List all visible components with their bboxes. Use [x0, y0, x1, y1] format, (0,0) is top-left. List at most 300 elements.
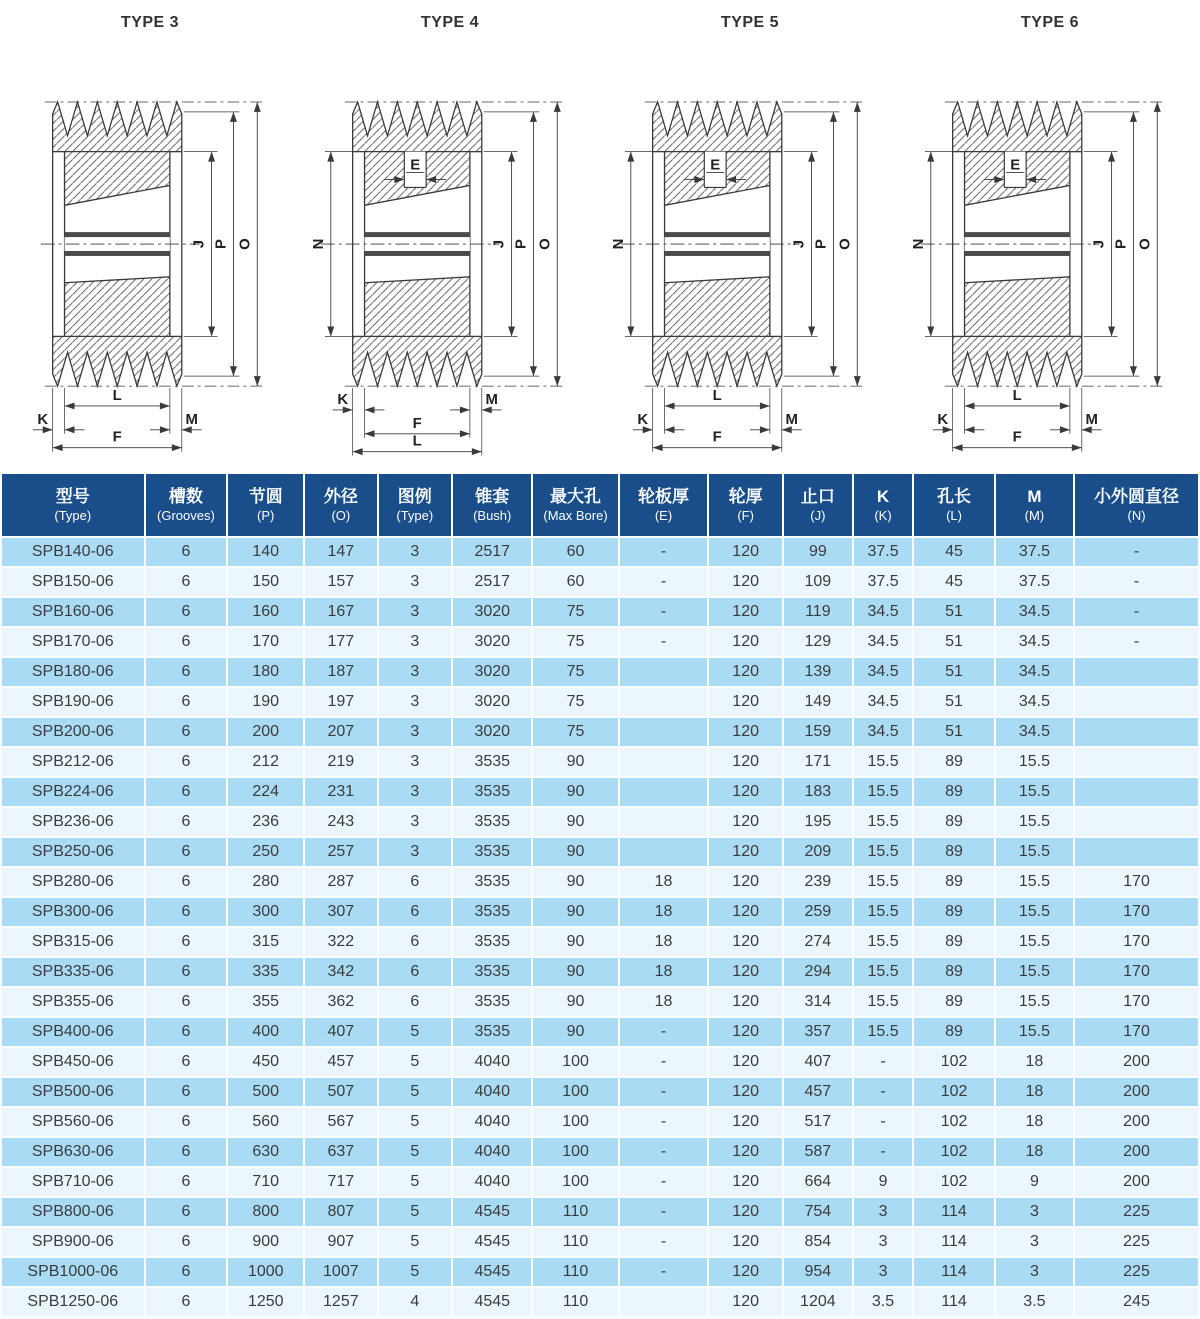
cell: 177 [305, 628, 376, 656]
cell: SPB630-06 [2, 1138, 144, 1166]
cell: - [1075, 568, 1198, 596]
cell: - [620, 538, 708, 566]
cell: 3535 [453, 898, 531, 926]
column-header-11 [914, 474, 994, 536]
cell: 157 [305, 568, 376, 596]
cell: - [620, 1108, 708, 1136]
table-row [2, 808, 1198, 836]
cell: 6 [146, 718, 227, 746]
cell: 362 [305, 988, 376, 1016]
cell: 243 [305, 808, 376, 836]
pulley-diagram-type-5 [601, 36, 899, 462]
pulley-diagram-type-6 [901, 36, 1199, 462]
cell: 100 [533, 1138, 617, 1166]
cell: 3 [379, 718, 452, 746]
cell [1075, 658, 1198, 686]
column-header-8 [709, 474, 782, 536]
cell: 100 [533, 1168, 617, 1196]
column-header-0 [2, 474, 144, 536]
cell: 900 [228, 1228, 303, 1256]
cell: SPB170-06 [2, 628, 144, 656]
cell [620, 808, 708, 836]
cell: 34.5 [854, 598, 912, 626]
cell: 120 [709, 568, 782, 596]
cell: 6 [146, 1288, 227, 1316]
cell: 6 [146, 568, 227, 596]
cell: 3020 [453, 718, 531, 746]
cell: 34.5 [996, 718, 1073, 746]
cell: 250 [228, 838, 303, 866]
cell: 9 [996, 1168, 1073, 1196]
cell: 807 [305, 1198, 376, 1226]
cell: 120 [709, 1288, 782, 1316]
cell: 257 [305, 838, 376, 866]
cell: 6 [146, 808, 227, 836]
cell: 407 [784, 1048, 852, 1076]
cell: 212 [228, 748, 303, 776]
cell: 51 [914, 658, 994, 686]
dim-label-e: E [1010, 157, 1021, 174]
cell: 18 [620, 928, 708, 956]
cell: 102 [914, 1048, 994, 1076]
cell: 954 [784, 1258, 852, 1286]
cell: SPB710-06 [2, 1168, 144, 1196]
column-header-6 [533, 474, 617, 536]
cell: 400 [228, 1018, 303, 1046]
cell: 6 [146, 868, 227, 896]
cell: 167 [305, 598, 376, 626]
cell: 15.5 [854, 748, 912, 776]
cell: 3020 [453, 688, 531, 716]
cell: 75 [533, 718, 617, 746]
cell: 120 [709, 958, 782, 986]
cell: SPB224-06 [2, 778, 144, 806]
cell: SPB280-06 [2, 868, 144, 896]
cell: 3020 [453, 628, 531, 656]
cell: 567 [305, 1108, 376, 1136]
cell: 15.5 [854, 898, 912, 926]
cell: SPB900-06 [2, 1228, 144, 1256]
cell: 90 [533, 988, 617, 1016]
cell: SPB1000-06 [2, 1258, 144, 1286]
cell: 75 [533, 628, 617, 656]
cell: 907 [305, 1228, 376, 1256]
cell [1075, 808, 1198, 836]
column-header-en: (M) [1024, 508, 1045, 524]
cell: 15.5 [996, 748, 1073, 776]
cell: 90 [533, 838, 617, 866]
cell: 3 [854, 1258, 912, 1286]
cell: 114 [914, 1228, 994, 1256]
cell: 5 [379, 1108, 452, 1136]
cell [1075, 718, 1198, 746]
cell: 6 [146, 538, 227, 566]
cell: 160 [228, 598, 303, 626]
cell: SPB800-06 [2, 1198, 144, 1226]
cell: 109 [784, 568, 852, 596]
cell: 6 [379, 928, 452, 956]
cell: 15.5 [996, 868, 1073, 896]
cell: SPB1250-06 [2, 1288, 144, 1316]
dim-label-l: L [712, 387, 722, 404]
cell: 34.5 [854, 718, 912, 746]
cell: 120 [709, 808, 782, 836]
cell: 51 [914, 718, 994, 746]
cell: 5 [379, 1048, 452, 1076]
cell: 322 [305, 928, 376, 956]
cell: 6 [146, 1078, 227, 1106]
header-row [2, 474, 1198, 536]
cell: 120 [709, 538, 782, 566]
cell: 120 [709, 748, 782, 776]
table-row [2, 688, 1198, 716]
cell: 6 [146, 1258, 227, 1286]
column-header-zh: M [1027, 487, 1042, 507]
cell: 90 [533, 778, 617, 806]
cell: 120 [709, 1138, 782, 1166]
dim-label-f: F [112, 429, 122, 446]
cell: 225 [1075, 1258, 1198, 1286]
cell: 190 [228, 688, 303, 716]
cell: 6 [146, 688, 227, 716]
cell: 100 [533, 1078, 617, 1106]
cell: 3020 [453, 598, 531, 626]
cell: 120 [709, 628, 782, 656]
cell: 150 [228, 568, 303, 596]
cell: 15.5 [854, 958, 912, 986]
cell: 224 [228, 778, 303, 806]
cell: 3020 [453, 658, 531, 686]
cell: - [620, 1138, 708, 1166]
cell: 3 [379, 808, 452, 836]
cell: 171 [784, 748, 852, 776]
drawing-title-type-4: TYPE 4 [420, 14, 480, 31]
cell: 3 [379, 628, 452, 656]
cell: 15.5 [854, 868, 912, 896]
cell: 89 [914, 748, 994, 776]
dim-label-f: F [412, 415, 422, 432]
cell: - [620, 598, 708, 626]
cell: 51 [914, 598, 994, 626]
cell: 114 [914, 1198, 994, 1226]
cell: 120 [709, 598, 782, 626]
cell: 51 [914, 688, 994, 716]
cell: 37.5 [854, 568, 912, 596]
cell: 45 [914, 568, 994, 596]
cell: 3.5 [854, 1288, 912, 1316]
cell: 90 [533, 898, 617, 926]
dim-label-k: K [37, 411, 49, 428]
dim-label-n: N [910, 238, 927, 250]
pulley-diagram-type-3 [1, 36, 299, 462]
cell: 4545 [453, 1258, 531, 1286]
cell: 3 [379, 568, 452, 596]
cell: 34.5 [996, 688, 1073, 716]
cell: 6 [146, 958, 227, 986]
cell: 3 [854, 1228, 912, 1256]
cell: 314 [784, 988, 852, 1016]
cell: 1000 [228, 1258, 303, 1286]
table-row [2, 868, 1198, 896]
column-header-3 [305, 474, 376, 536]
cell: 854 [784, 1228, 852, 1256]
column-header-en: (O) [331, 508, 351, 524]
column-header-en: (E) [654, 508, 673, 524]
column-header-en: (Grooves) [157, 508, 215, 524]
cell: SPB200-06 [2, 718, 144, 746]
cell: 200 [228, 718, 303, 746]
column-header-12 [996, 474, 1073, 536]
cell: SPB250-06 [2, 838, 144, 866]
cell: SPB500-06 [2, 1078, 144, 1106]
cell: - [1075, 538, 1198, 566]
table-row [2, 838, 1198, 866]
cell: 18 [620, 958, 708, 986]
column-header-zh: 图例 [397, 487, 432, 507]
cell [620, 1288, 708, 1316]
table-row [2, 718, 1198, 746]
cell: 114 [914, 1288, 994, 1316]
cell: 34.5 [854, 688, 912, 716]
column-header-en: (K) [874, 508, 892, 524]
cell: 15.5 [996, 898, 1073, 926]
table-row [2, 1078, 1198, 1106]
dim-label-p: P [513, 239, 530, 250]
cell: 6 [379, 868, 452, 896]
cell: 102 [914, 1078, 994, 1106]
cell: 37.5 [854, 538, 912, 566]
cell: 120 [709, 928, 782, 956]
cell: 3.5 [996, 1288, 1073, 1316]
cell: 120 [709, 898, 782, 926]
cell: - [620, 568, 708, 596]
cell: 245 [1075, 1288, 1198, 1316]
dim-label-p: P [1113, 239, 1130, 250]
cell: 129 [784, 628, 852, 656]
column-header-5 [453, 474, 531, 536]
cell: 6 [146, 778, 227, 806]
table-row [2, 1108, 1198, 1136]
drawing-title-type-3: TYPE 3 [120, 14, 180, 31]
cell: SPB236-06 [2, 808, 144, 836]
cell: 315 [228, 928, 303, 956]
dim-label-p: P [813, 239, 830, 250]
drawing-type-3 [0, 12, 300, 472]
cell: 120 [709, 1168, 782, 1196]
cell: SPB450-06 [2, 1048, 144, 1076]
cell: 457 [784, 1078, 852, 1106]
cell: 3535 [453, 808, 531, 836]
dim-label-l: L [112, 387, 122, 404]
cell: 231 [305, 778, 376, 806]
table-row [2, 988, 1198, 1016]
cell: 6 [146, 658, 227, 686]
cell: 3 [379, 598, 452, 626]
cell: SPB150-06 [2, 568, 144, 596]
cell: 4545 [453, 1198, 531, 1226]
cell: 200 [1075, 1078, 1198, 1106]
cell: 89 [914, 868, 994, 896]
cell: 51 [914, 628, 994, 656]
cell: 5 [379, 1168, 452, 1196]
cell: 355 [228, 988, 303, 1016]
column-header-en: (L) [946, 508, 962, 524]
cell: 75 [533, 658, 617, 686]
cell: 3 [379, 778, 452, 806]
cell: 102 [914, 1138, 994, 1166]
cell: 89 [914, 808, 994, 836]
cell: 90 [533, 748, 617, 776]
cell: 287 [305, 868, 376, 896]
cell: 140 [228, 538, 303, 566]
cell: 90 [533, 928, 617, 956]
cell: - [620, 1228, 708, 1256]
cell: 89 [914, 778, 994, 806]
cell: 170 [1075, 868, 1198, 896]
cell: SPB560-06 [2, 1108, 144, 1136]
cell: 4040 [453, 1078, 531, 1106]
cell: 717 [305, 1168, 376, 1196]
cell: 5 [379, 1198, 452, 1226]
cell: 407 [305, 1018, 376, 1046]
cell: 15.5 [996, 808, 1073, 836]
cell: 1007 [305, 1258, 376, 1286]
column-header-10 [854, 474, 912, 536]
table-row [2, 958, 1198, 986]
cell: 18 [996, 1048, 1073, 1076]
dim-label-e: E [410, 157, 421, 174]
dim-label-m: M [1085, 411, 1098, 428]
column-header-9 [784, 474, 852, 536]
dim-label-j: J [491, 239, 508, 249]
dim-label-k: K [937, 411, 949, 428]
column-header-zh: 轮板厚 [638, 487, 690, 507]
cell: 457 [305, 1048, 376, 1076]
cell: 89 [914, 988, 994, 1016]
cell: 5 [379, 1258, 452, 1286]
cell: 6 [146, 1198, 227, 1226]
cell: 15.5 [996, 1018, 1073, 1046]
cell: 120 [709, 988, 782, 1016]
cell: 6 [146, 1108, 227, 1136]
column-header-2 [228, 474, 303, 536]
cell: 180 [228, 658, 303, 686]
cell: 219 [305, 748, 376, 776]
cell: 307 [305, 898, 376, 926]
cell: 18 [620, 898, 708, 926]
cell: 560 [228, 1108, 303, 1136]
cell: 120 [709, 778, 782, 806]
cell: 4040 [453, 1108, 531, 1136]
cell: 120 [709, 718, 782, 746]
cell: 209 [784, 838, 852, 866]
dim-label-m: M [485, 391, 498, 408]
table-row [2, 1168, 1198, 1196]
column-header-en: (Type) [54, 508, 92, 524]
cell: 3535 [453, 748, 531, 776]
cell: 170 [1075, 958, 1198, 986]
cell: 637 [305, 1138, 376, 1166]
cell: 159 [784, 718, 852, 746]
cell: 114 [914, 1258, 994, 1286]
cell: 15.5 [996, 958, 1073, 986]
cell: 4040 [453, 1168, 531, 1196]
cell: 15.5 [854, 1018, 912, 1046]
cell: 18 [996, 1108, 1073, 1136]
cell: 6 [146, 1138, 227, 1166]
cell: 120 [709, 868, 782, 896]
table-row [2, 778, 1198, 806]
cell [620, 718, 708, 746]
cell: 6 [146, 1228, 227, 1256]
cell: 147 [305, 538, 376, 566]
dim-label-o: O [537, 238, 554, 250]
cell: 120 [709, 1258, 782, 1286]
dim-label-m: M [185, 411, 198, 428]
cell: SPB335-06 [2, 958, 144, 986]
cell: 6 [146, 988, 227, 1016]
cell: 4040 [453, 1048, 531, 1076]
cell: 149 [784, 688, 852, 716]
table-row [2, 538, 1198, 566]
dim-label-l: L [412, 433, 422, 450]
table-row [2, 898, 1198, 926]
cell: 517 [784, 1108, 852, 1136]
cell [1075, 838, 1198, 866]
cell: 630 [228, 1138, 303, 1166]
cell: 294 [784, 958, 852, 986]
dim-label-f: F [712, 429, 722, 446]
cell: 45 [914, 538, 994, 566]
dim-label-e: E [710, 157, 721, 174]
cell: 120 [709, 1018, 782, 1046]
cell: 89 [914, 838, 994, 866]
dim-label-j: J [191, 239, 208, 249]
cell: 200 [1075, 1108, 1198, 1136]
dim-label-n: N [610, 238, 627, 250]
cell: 34.5 [996, 628, 1073, 656]
table-row [2, 1048, 1198, 1076]
cell: 110 [533, 1198, 617, 1226]
cell: 664 [784, 1168, 852, 1196]
cell: 3 [379, 838, 452, 866]
cell: 5 [379, 1078, 452, 1106]
cell: 120 [709, 1228, 782, 1256]
table-row [2, 748, 1198, 776]
cell: 5 [379, 1138, 452, 1166]
cell: 34.5 [996, 598, 1073, 626]
cell: 3535 [453, 838, 531, 866]
cell [620, 748, 708, 776]
cell: 170 [228, 628, 303, 656]
column-header-zh: 锥套 [475, 487, 510, 507]
column-header-zh: 型号 [55, 487, 90, 507]
column-header-zh: 节圆 [248, 487, 283, 507]
cell: 3535 [453, 778, 531, 806]
column-header-en: (F) [737, 508, 754, 524]
cell: 3535 [453, 1018, 531, 1046]
cell: 3 [996, 1198, 1073, 1226]
cell: 15.5 [854, 838, 912, 866]
cell: 89 [914, 928, 994, 956]
cell: - [620, 628, 708, 656]
cell [620, 688, 708, 716]
cell: 120 [709, 688, 782, 716]
table-row [2, 1258, 1198, 1286]
cell: 3 [854, 1198, 912, 1226]
column-header-4 [379, 474, 452, 536]
column-header-zh: 槽数 [168, 487, 203, 507]
